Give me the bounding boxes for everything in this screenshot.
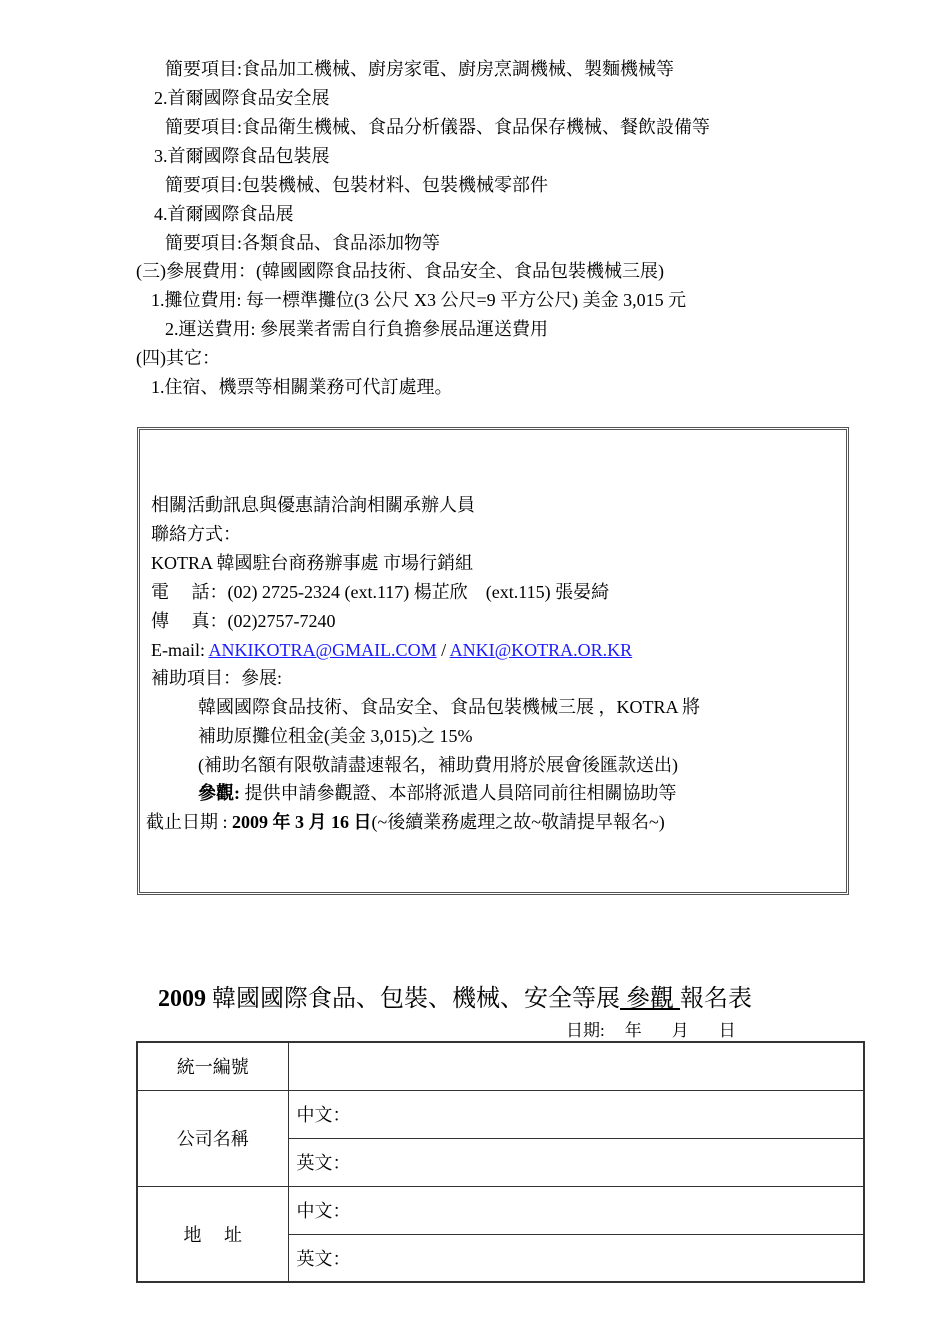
item-1-detail: 簡要項目:食品加工機械、廚房家電、廚房烹調機械、製麵機械等 [165, 59, 674, 79]
other-heading: (四)其它： [136, 348, 220, 368]
deadline-label: 截止日期 : [146, 812, 233, 832]
form-title-end: 報名表 [680, 986, 752, 1012]
date-year: 年 [624, 1021, 642, 1040]
address-chinese-field[interactable] [288, 1186, 864, 1234]
form-title-visit: 參觀 [620, 986, 680, 1012]
item-2-detail: 簡要項目:食品衛生機械、食品分析儀器、食品保存機械、餐飲設備等 [165, 117, 710, 137]
box-deadline-line [146, 811, 665, 833]
form-title-year: 2009 [158, 986, 206, 1012]
deadline-note: (~後續業務處理之故~敬請提早報名~) [371, 812, 665, 832]
tax-id-label: 統一編號 [137, 1042, 288, 1090]
visit-label: 參觀: [198, 783, 240, 803]
box-email-line [151, 639, 632, 661]
date-label: 日期: [566, 1021, 605, 1040]
box-contact-label: 聯絡方式： [151, 524, 241, 544]
address-english-field[interactable] [288, 1234, 864, 1282]
tax-id-field[interactable] [288, 1042, 864, 1090]
box-subsidy-label: 補助項目：參展: [151, 668, 283, 688]
box-intro: 相關活動訊息與優惠請洽詢相關承辦人員 [151, 495, 475, 515]
item-2-heading: 2.首爾國際食品安全展 [154, 88, 330, 108]
box-org: KOTRA 韓國駐台商務辦事處 市場行銷組 [151, 553, 474, 573]
email-link-2[interactable]: ANKI@KOTRA.OR.KR [449, 640, 633, 660]
box-fax: 傳 真：(02)2757-7240 [151, 611, 336, 631]
table-row [137, 1042, 864, 1090]
form-title [158, 984, 752, 1014]
company-name-english-field[interactable] [288, 1138, 864, 1186]
visit-text: 提供申請參觀證、本部將派遣人員陪同前往相關協助等 [240, 783, 677, 803]
form-title-main: 韓國國際食品、包裝、機械、安全等展 [206, 986, 620, 1012]
box-phone: 電 話：(02) 2725-2324 (ext.117) 楊芷欣 (ext.115) 張晏綺 [151, 582, 610, 602]
item-4-heading: 4.首爾國際食品展 [154, 204, 294, 224]
other-item-1: 1.住宿、機票等相關業務可代訂處理。 [151, 377, 453, 397]
table-row [137, 1186, 864, 1234]
deadline-date: 2009 年 3 月 16 日 [232, 812, 372, 832]
date-day: 日 [718, 1021, 736, 1040]
box-subsidy-line-3: (補助名額有限敬請盡速報名，補助費用將於展會後匯款送出) [198, 755, 678, 775]
box-subsidy-line-1: 韓國國際食品技術、食品安全、食品包裝機械三展 ，KOTRA 將 [198, 697, 701, 717]
email-link-1[interactable]: ANKIKOTRA@GMAIL.COM [208, 640, 437, 660]
english-label: 英文： [296, 1153, 351, 1173]
fees-heading: (三)參展費用：(韓國國際食品技術、食品安全、食品包裝機械三展) [136, 261, 664, 281]
email-separator: / [436, 640, 450, 660]
address-label: 地 址 [137, 1186, 288, 1282]
registration-form-table [136, 1041, 865, 1283]
box-visit-line [198, 782, 677, 804]
company-name-chinese-field[interactable] [288, 1090, 864, 1138]
booth-fee: 1.攤位費用: 每一標準攤位(3 公尺 X3 公尺=9 平方公尺) 美金 3,015 元 [151, 290, 687, 310]
date-month: 月 [671, 1021, 689, 1040]
chinese-label: 中文： [296, 1105, 351, 1125]
shipping-fee: 2.運送費用: 參展業者需自行負擔參展品運送費用 [165, 319, 548, 339]
email-label: E-mail: [151, 640, 209, 660]
chinese-label: 中文： [296, 1201, 351, 1221]
item-3-heading: 3.首爾國際食品包裝展 [154, 146, 330, 166]
form-date [566, 1016, 742, 1041]
item-3-detail: 簡要項目:包裝機械、包裝材料、包裝機械零部件 [165, 175, 548, 195]
item-4-detail: 簡要項目:各類食品、食品添加物等 [165, 233, 440, 253]
box-subsidy-line-2: 補助原攤位租金(美金 3,015)之 15% [198, 726, 473, 746]
english-label: 英文： [296, 1248, 351, 1269]
table-row [137, 1090, 864, 1138]
company-name-label: 公司名稱 [137, 1090, 288, 1186]
